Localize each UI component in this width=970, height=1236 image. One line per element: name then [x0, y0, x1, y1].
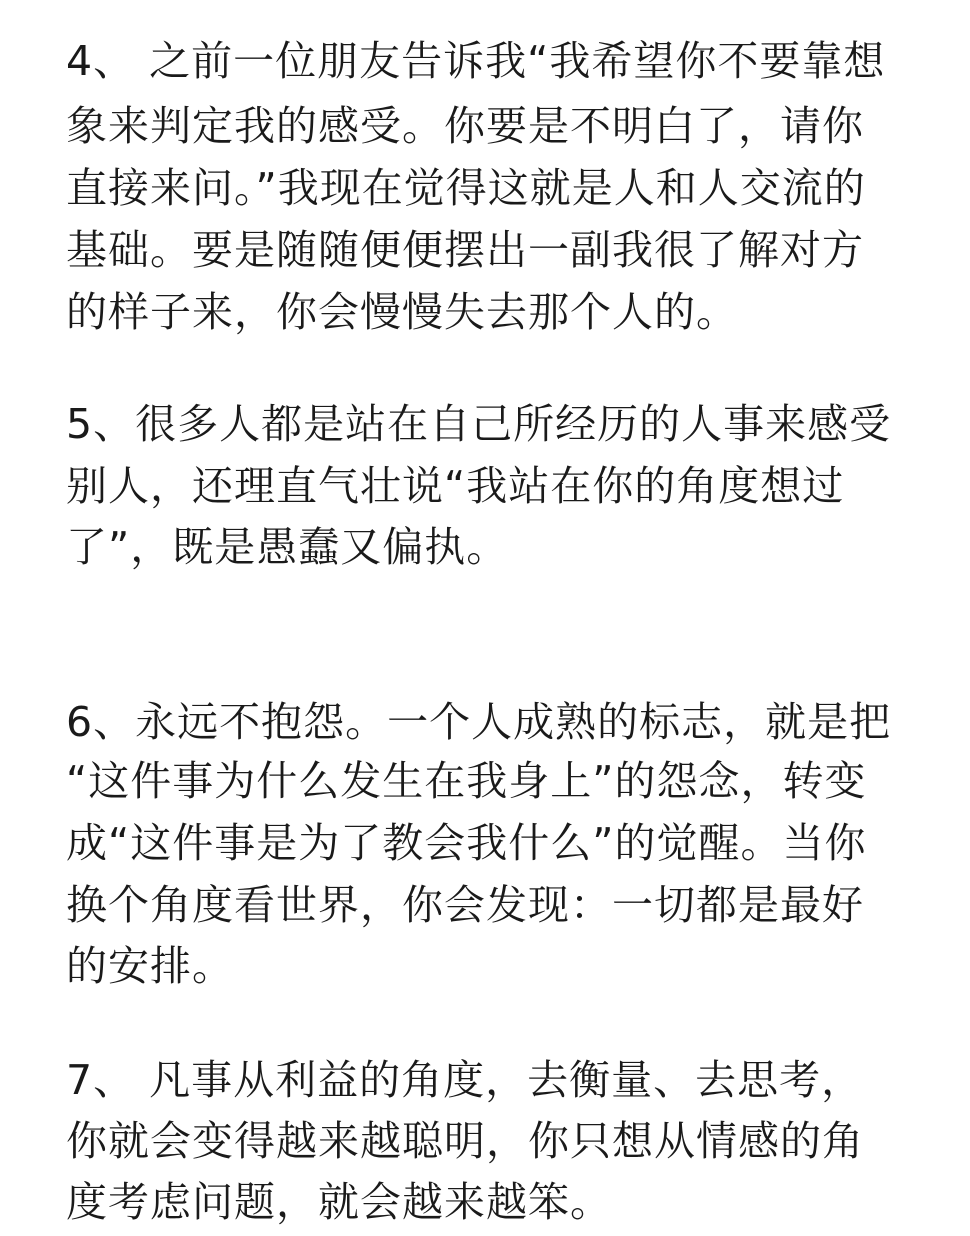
text-line: 你就会变得越来越聪明，你只想从情感的角: [66, 1117, 864, 1165]
text-line: 的样子来，你会慢慢失去那个人的。: [66, 288, 738, 336]
text-line: 别人，还理直气壮说“我站在你的角度想过: [66, 462, 845, 510]
text-line: 换个角度看世界，你会发现：一切都是最好: [66, 881, 864, 929]
text-line: 了”，既是愚蠢又偏执。: [66, 523, 509, 571]
text-line: 象来判定我的感受。你要是不明白了，请你: [66, 102, 864, 150]
text-line: 直接来问。”我现在觉得这就是人和人交流的: [66, 164, 866, 212]
text-line: 基础。要是随随便便摆出一副我很了解对方: [66, 226, 864, 274]
text-line: 6、永远不抱怨。一个人成熟的标志，就是把: [66, 698, 892, 746]
text-line: 5、很多人都是站在自己所经历的人事来感受: [66, 400, 892, 448]
text-line: “这件事为什么发生在我身上”的怨念，转变: [66, 757, 867, 805]
text-line: 成“这件事是为了教会我什么”的觉醒。当你: [66, 819, 867, 867]
text-line: 4、 之前一位朋友告诉我“我希望你不要靠想: [66, 37, 886, 85]
text-line: 度考虑问题，就会越来越笨。: [66, 1178, 612, 1226]
text-line: 7、 凡事从利益的角度，去衡量、去思考，: [66, 1056, 864, 1104]
text-line: 的安排。: [66, 942, 234, 990]
